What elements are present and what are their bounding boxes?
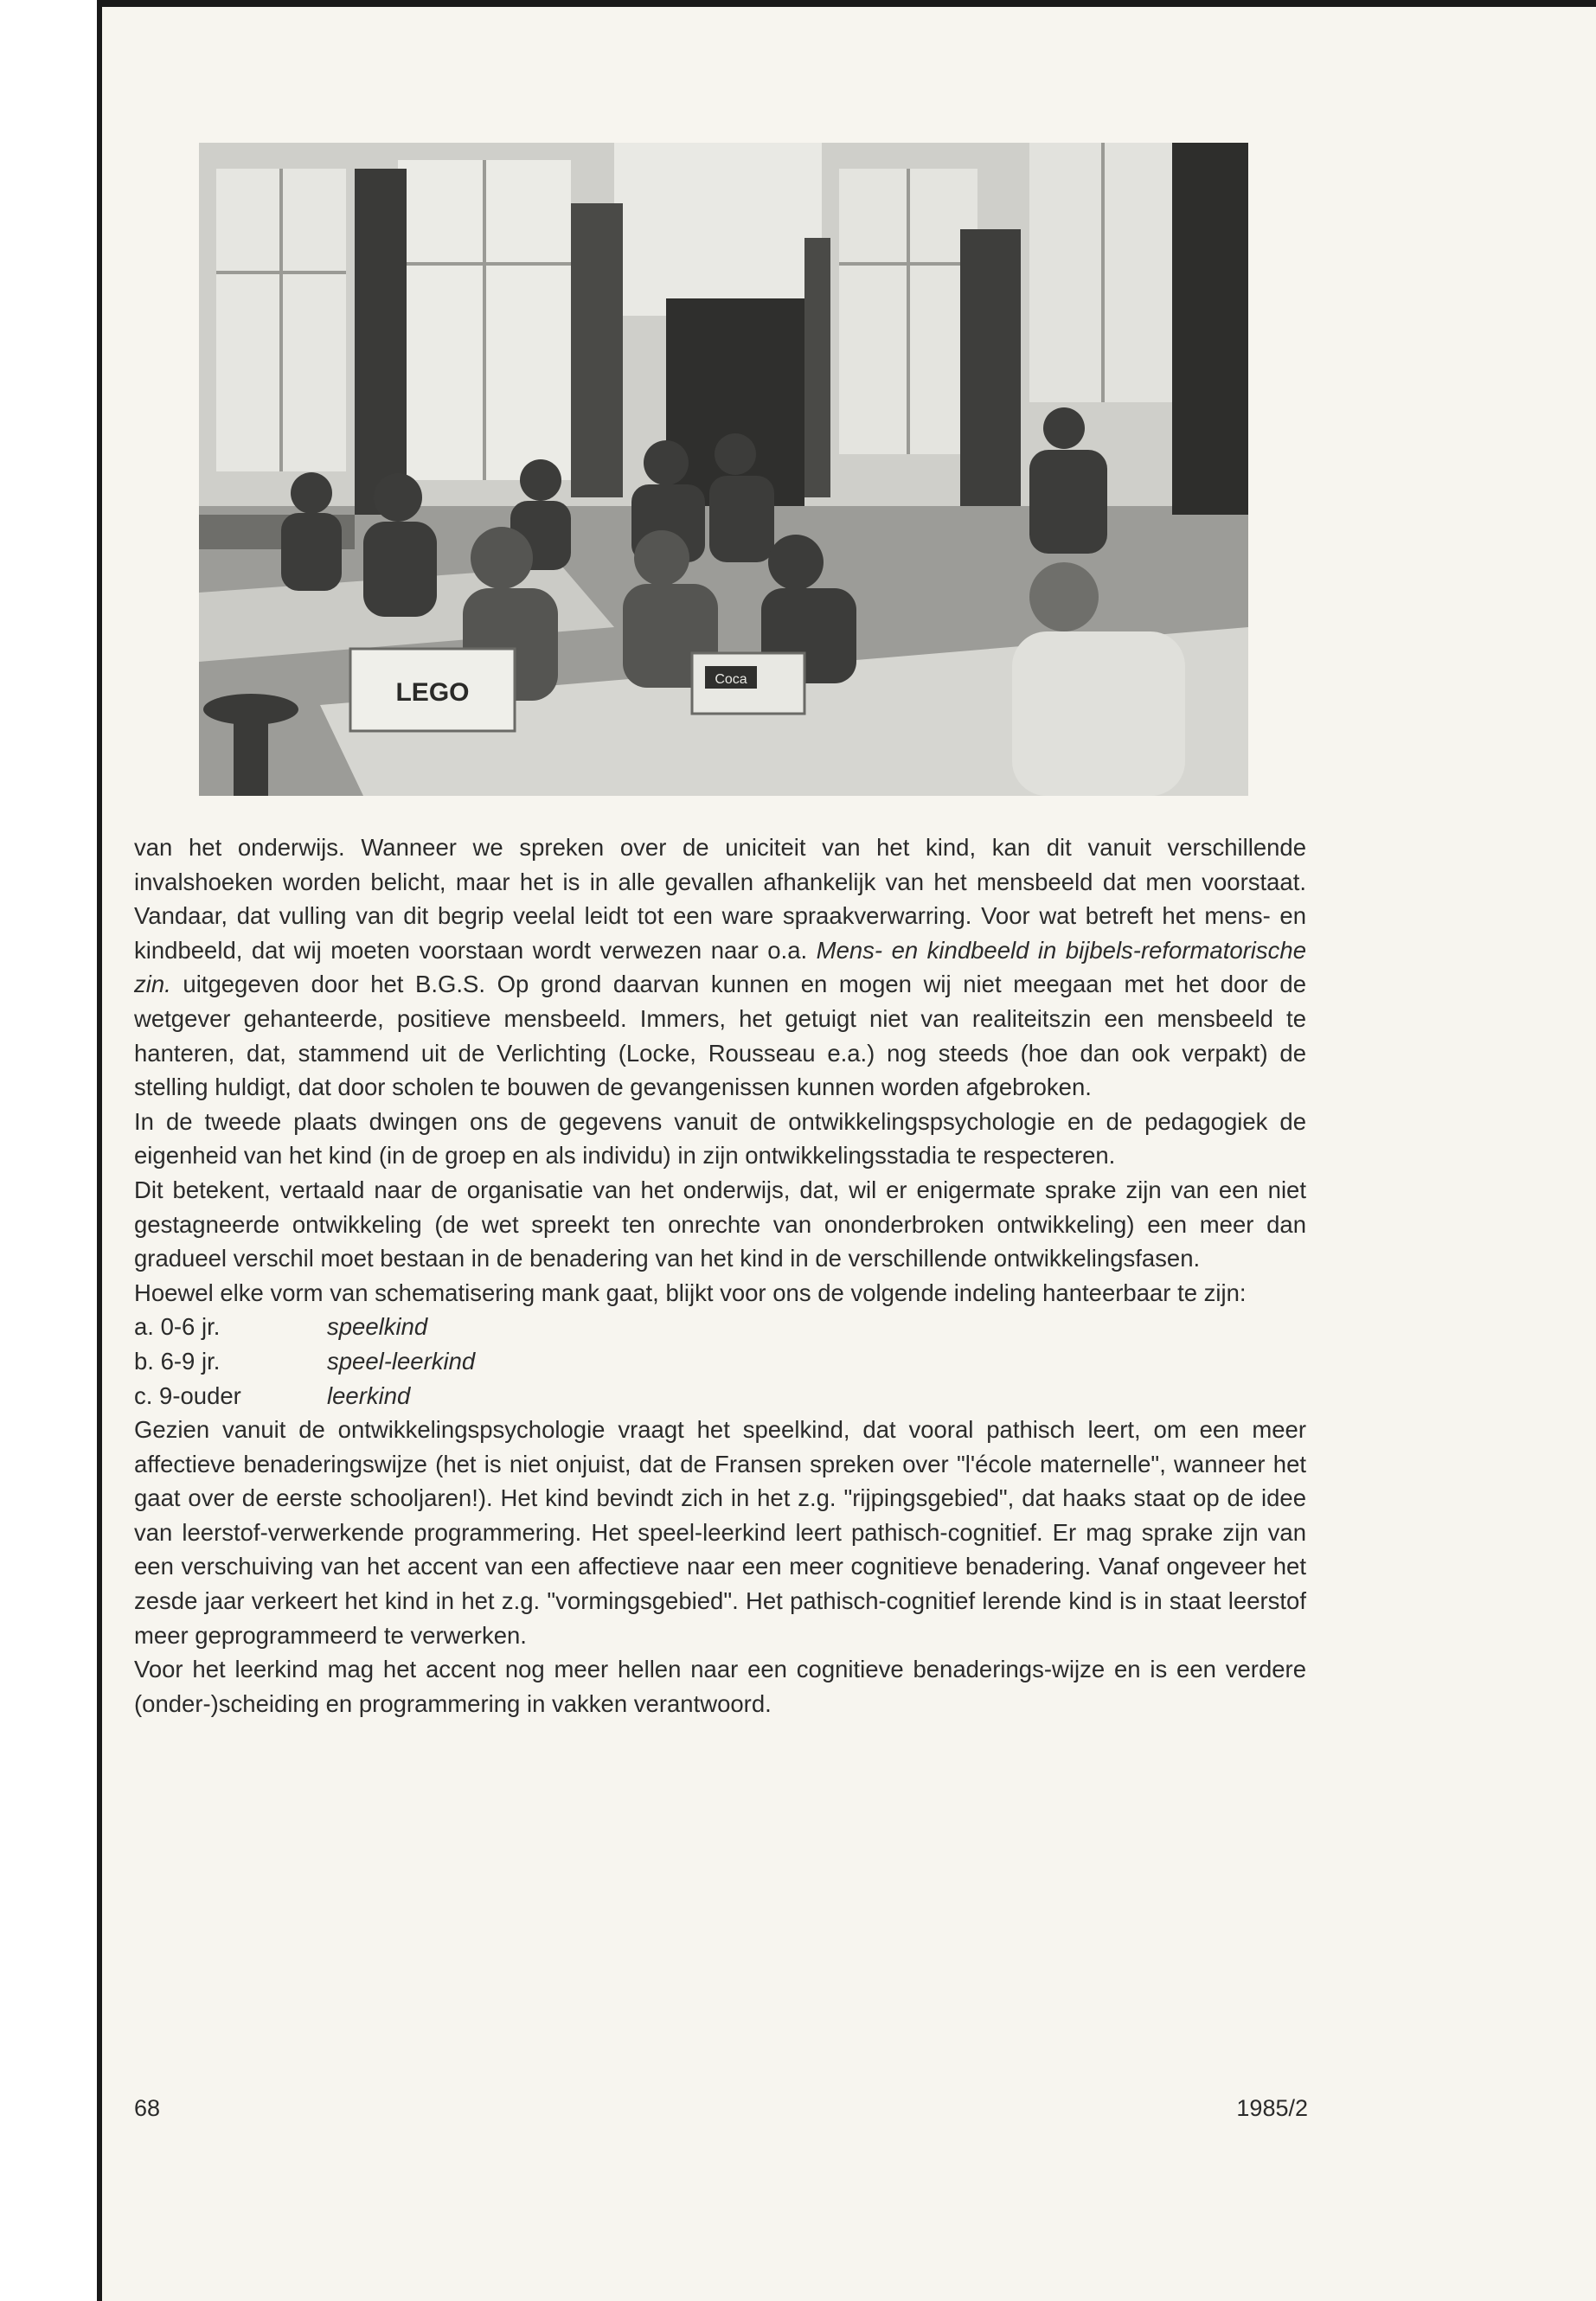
stage-age: b. 6-9 jr. — [134, 1347, 221, 1375]
box-label-left: LEGO — [395, 678, 470, 707]
paragraph: Gezien vanuit de ontwikkelingspsychologie vraagt het speelkind, dat vooral pathisch leert, om een meer affectieve benaderingswijze (het is niet onjuist, dat de Fransen spreken over "l'école maternelle", wanneer het gaat over de eerste schooljaren!). Het kind bevindt zich in het z.g. "rijpingsgebied", dat haaks staat op de idee van leerstof-verwerkende programmering. Het speel-leerkind leert pathisch-cognitief. Er mag sprake zijn van een verschuiving van het accent van een affectieve naar een meer cognitieve benadering. Vanaf ongeveer het zesde jaar verkeert het kind in het z.g. "vormingsgebied". Het pathisch-cognitief lerende kind is in staat leerstof meer geprogrammeerd te verwerken. — [134, 1416, 1306, 1649]
page-number: 68 — [134, 2095, 161, 2121]
publication-title: Mens- en kindbeeld in bijbels-reformatorische zin. — [134, 936, 1306, 998]
paragraph: Hoewel elke vorm van schematisering mank gaat, blijkt voor ons de volgende indeling hanteerbaar te zijn: — [134, 1279, 1247, 1306]
issue-number: 1985/2 — [1236, 2095, 1308, 2121]
list-item — [134, 1379, 1306, 1413]
paragraph-text: uitgegeven door het B.G.S. Op grond daarvan kunnen en mogen wij niet meegaan met het door de wetgever gehanteerde, positieve mensbeeld. Immers, het getuigt niet van realiteitszin een mensbeeld te hanteren, dat, stammend uit de Verlichting (Locke, Rousseau e.a.) nog steeds (hoe dan ook verpakt) de stelling huldigt, dat door scholen te bouwen de gevangenissen kunnen worden afgebroken. — [134, 971, 1306, 1101]
scan-margin — [0, 0, 97, 2301]
stage-term: speel-leerkind — [327, 1347, 476, 1375]
box-label-right: Coca — [715, 672, 747, 687]
list-item — [134, 1310, 1306, 1344]
classroom-photo — [199, 143, 1248, 796]
stage-term: speelkind — [327, 1313, 428, 1341]
stage-age: a. 0-6 jr. — [134, 1313, 221, 1341]
scan-border-top — [97, 0, 1596, 7]
paragraph: Dit betekent, vertaald naar de organisatie van het onderwijs, dat, wil er enigermate sprake zijn van een niet gestagneerde ontwikkeling (de wet spreekt ten onrechte van ononderbroken ontwikkeling) een meer dan gradueel verschil moet bestaan in de benadering van het kind in de verschillende ontwikkelingsfasen. — [134, 1176, 1306, 1272]
stage-list — [134, 1310, 1306, 1413]
paragraph — [134, 830, 1306, 1105]
stage-term: leerkind — [327, 1381, 411, 1409]
paragraph: In de tweede plaats dwingen ons de gegevens vanuit de ontwikkelingspsychologie en de pedagogiek de eigenheid van het kind (in de groep en als individu) in zijn ontwikkelingsstadia te respecteren. — [134, 1107, 1306, 1170]
paragraph: Voor het leerkind mag het accent nog meer hellen naar een cognitieve benaderings-wijze en is een verdere (onder-)scheiding en programmering in vakken verantwoord. — [134, 1656, 1306, 1717]
list-item — [134, 1344, 1306, 1379]
paragraph-text: van het onderwijs. Wanneer we spreken over de uniciteit van het kind, kan dit vanuit verschillende invalshoeken worden belicht, maar het is in alle gevallen afhankelijk van het mensbeeld dat men voorstaat. Vandaar, dat vulling van dit begrip veelal leidt tot een ware spraakverwarring. Voor wat betreft het mens- en kindbeeld, dat wij moeten voorstaan wordt verwezen naar o.a. — [134, 834, 1306, 964]
article-body — [134, 830, 1306, 1721]
stage-age: c. 9-ouder — [134, 1381, 241, 1409]
